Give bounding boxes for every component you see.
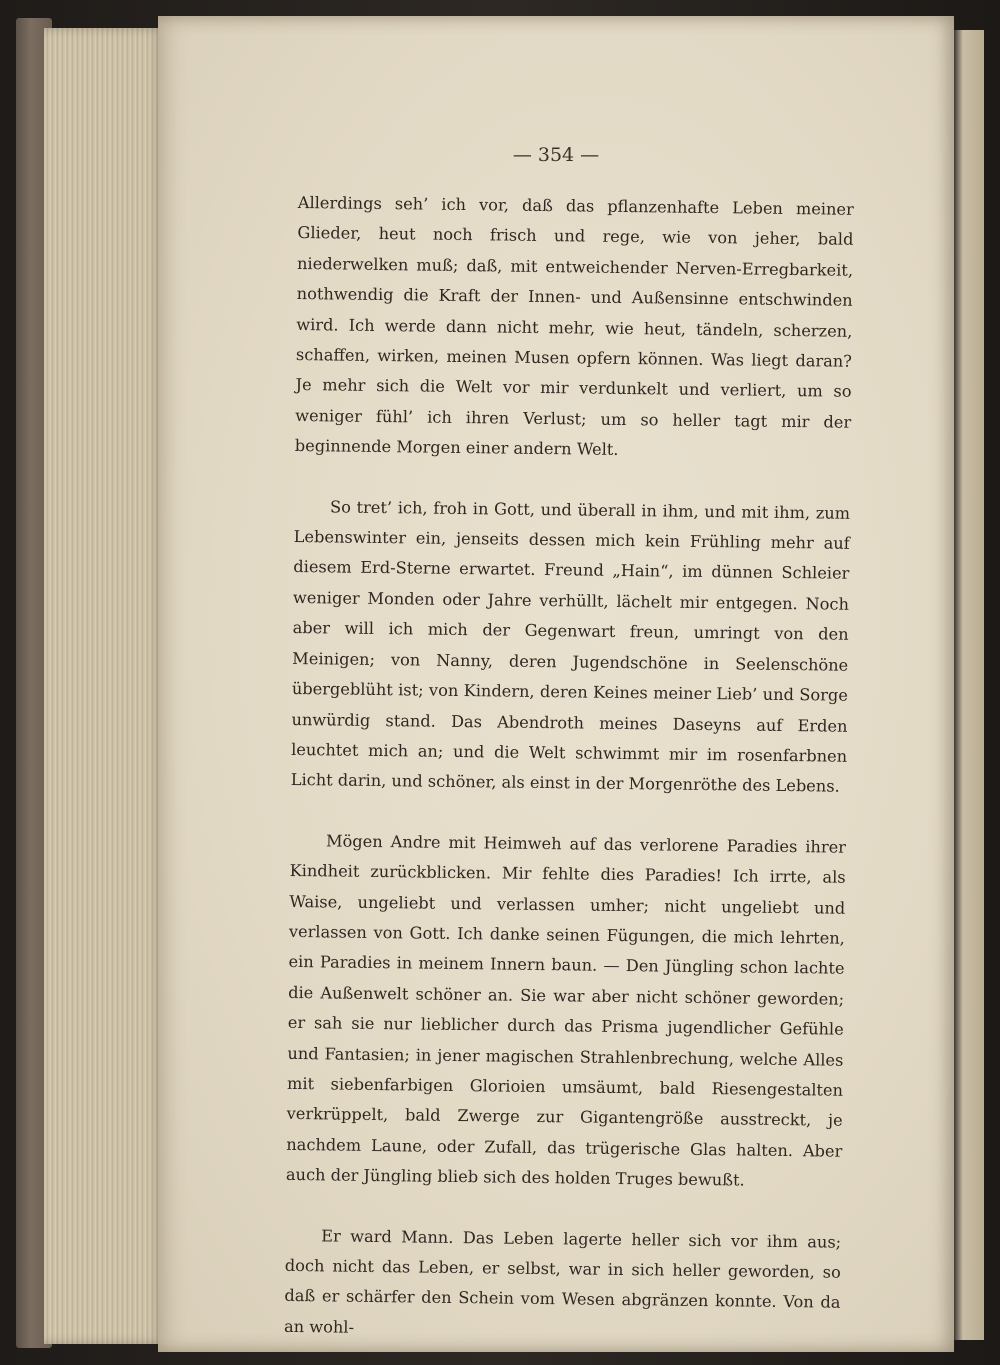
text-body bbox=[284, 188, 854, 1365]
paragraph-1: Allerdings seh’ ich vor, daß das pflanzenhafte Leben meiner Glieder, heut noch frisch und rege, wie von jeher, bald niederwelken muß; daß, mit entweichender Nerven-Erregbarkeit, nothwendig die Kraft der Innen- und Außensinne entschwinden wird. Ich werde dann nicht mehr, wie heut, tändeln, scherzen, schaffen, wirken, meinen Musen opfern können. Was liegt daran? Je mehr sich die Welt vor mir verdunkelt und verliert, um so weniger fühl’ ich ihren Verlust; um so heller tagt mir der beginnende Morgen einer andern Welt. bbox=[294, 192, 854, 460]
book-page bbox=[158, 16, 954, 1352]
paragraph-4: Er ward Mann. Das Leben lagerte heller sich vor ihm aus; doch nicht das Leben, er selbst, war in sich heller geworden, so daß er schärfer den Schein vom Wesen abgränzen konnte. Von da an wohl- bbox=[283, 1225, 842, 1337]
paragraph-3: Mögen Andre mit Heimweh auf das verlorene Paradies ihrer Kindheit zurückblicken. Mir fehlte dies Paradies! Ich irrte, als Waise, ungeliebt und verlassen umher; nicht ungeliebt und verlassen von Gott. Ich danke seinen Fügungen, die mich lehrten, ein Paradies in meinem Innern baun. — Den Jüngling schon lachte die Außenwelt schöner an. Sie war aber nicht schöner geworden; er sah sie nur lieblicher durch das Prisma jugendlicher Gefühle und Fantasien; in jener magischen Strahlenbrechung, welche Alles mit siebenfarbigen Glorioien umsäumt, bald Riesengestalten verkrüppelt, bald Zwerge zur Gigantengröße ausstreckt, je nachdem Laune, oder Zufall, das trügerische Glas halten. Aber auch der Jüngling blieb sich des holden Truges bewußt. bbox=[285, 831, 847, 1190]
page-stack-edges bbox=[44, 28, 164, 1344]
facing-page-edge bbox=[954, 30, 984, 1340]
paragraph-2: So tret’ ich, froh in Gott, und überall in ihm, und mit ihm, zum Lebenswinter ein, jenseits dessen mich kein Frühling mehr auf diesem Erd-Sterne erwartet. Freund „Hain“, im dünnen Schleier weniger Monden oder Jahre verhüllt, lächelt mir entgegen. Noch aber will ich mich der Gegenwart freun, umringt von den Meinigen; von Nanny, deren Jugendschöne in Seelenschöne übergeblüht ist; von Kindern, deren Keines meiner Lieb’ und Sorge unwürdig stand. Das Abendroth meines Daseyns auf Erden leuchtet mich an; und die Welt schwimmt mir im rosenfarbnen Licht darin, und schöner, als einst in der Morgenröthe des Lebens. bbox=[290, 497, 851, 796]
page-number: — 354 — bbox=[512, 144, 600, 166]
